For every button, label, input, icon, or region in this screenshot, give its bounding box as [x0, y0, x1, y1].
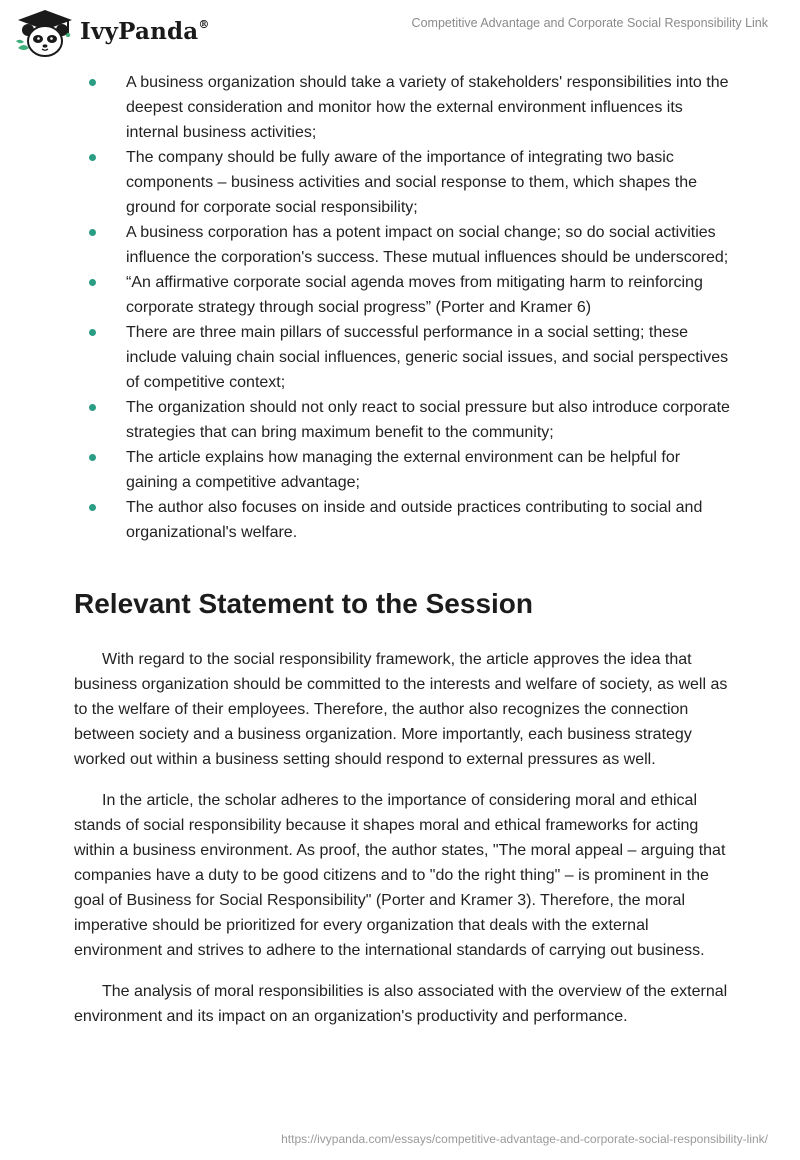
section-heading: Relevant Statement to the Session	[74, 588, 534, 619]
list-item	[74, 145, 734, 220]
bullet-icon	[89, 404, 96, 411]
list-item-text: A business organization should take a variety of stakeholders' responsibilities into the deepest consideration and monitor how the external environment influences its internal business activities;	[126, 74, 729, 141]
list-item-text: The article explains how managing the external environment can be helpful for gaining a competitive advantage;	[126, 449, 681, 491]
brand-text: IvyPanda	[80, 18, 199, 45]
footer-url[interactable]: https://ivypanda.com/essays/competitive-advantage-and-corporate-social-responsibility-link/	[281, 1132, 768, 1146]
paragraph: The analysis of moral responsibilities is also associated with the overview of the external environment and its impact on an organization's productivity and performance.	[74, 983, 728, 1025]
bullet-icon	[89, 454, 96, 461]
bullet-icon	[89, 279, 96, 286]
list-item-text: The organization should not only react to social pressure but also introduce corporate strategies that can bring maximum benefit to the community;	[126, 399, 730, 441]
bullet-icon	[89, 329, 96, 336]
paragraph: With regard to the social responsibility framework, the article approves the idea that business organization should be committed to the interests and welfare of society, as well as to the welfare of their employees. Therefore, the author also recognizes the connection between society and a business organization. More importantly, each business strategy worked out within a business setting should respond to external pressures as well.	[74, 651, 728, 768]
document-title: Competitive Advantage and Corporate Social Responsibility Link	[411, 16, 768, 30]
bullet-list	[74, 70, 734, 545]
bullet-icon	[89, 79, 96, 86]
bullet-icon	[89, 154, 96, 161]
list-item-text: “An affirmative corporate social agenda moves from mitigating harm to reinforcing corporate strategy through social progress” (Porter and Kramer 6)	[126, 274, 703, 316]
brand-name[interactable]	[80, 18, 210, 45]
list-item	[74, 395, 734, 445]
list-item-text: The company should be fully aware of the importance of integrating two basic components – business activities and social response to them, which shapes the ground for corporate social responsibility;	[126, 149, 697, 216]
list-item-text: A business corporation has a potent impact on social change; so do social activities influence the corporation's success. These mutual influences should be underscored;	[126, 224, 729, 266]
paragraph: In the article, the scholar adheres to the importance of considering moral and ethical stands of social responsibility because it shapes moral and ethical frameworks for acting within a business environment. As proof, the author states, "The moral appeal – arguing that companies have a duty to be good citizens and to "do the right thing" – is prominent in the goal of Business for Social Responsibility" (Porter and Kramer 3). Therefore, the moral imperative should be prioritized for every organization that deals with the external environment and strives to adhere to the international standards of carrying out business.	[74, 792, 726, 959]
bullet-icon	[89, 504, 96, 511]
list-item	[74, 220, 734, 270]
registered-mark: ®	[198, 18, 210, 32]
list-item	[74, 445, 734, 495]
panda-graduate-icon[interactable]	[14, 8, 76, 58]
list-item	[74, 70, 734, 145]
list-item-text: There are three main pillars of successful performance in a social setting; these include valuing chain social influences, generic social issues, and social perspectives of competitive context;	[126, 324, 729, 391]
list-item	[74, 270, 734, 320]
list-item	[74, 495, 734, 545]
bullet-icon	[89, 229, 96, 236]
list-item	[74, 320, 734, 395]
section-body	[74, 647, 730, 1045]
page-header	[0, 0, 800, 66]
list-item-text: The author also focuses on inside and outside practices contributing to social and organizational's welfare.	[126, 499, 703, 541]
